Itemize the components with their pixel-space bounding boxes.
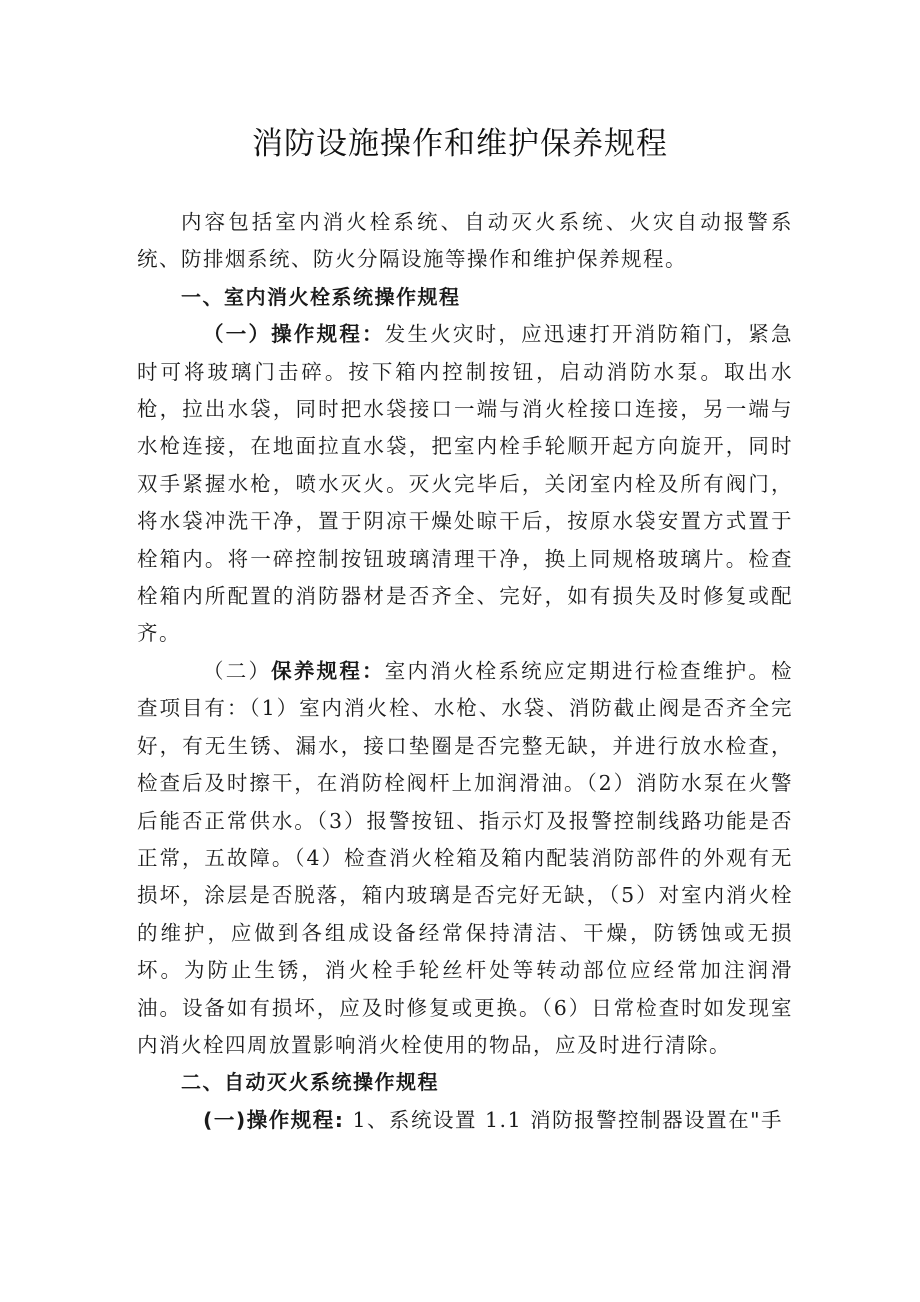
document-body [137,204,793,1139]
section1-maint-prefix: （二） [203,658,272,683]
section1-ops-text: 发生火灾时，应迅速打开消防箱门，紧急时可将玻璃门击碎。按下箱内控制按钮，启动消防水泵。取出水枪，拉出水袋，同时把水袋接口一端与消火栓接口连接，另一端与水枪连接，在地面拉直水袋，把室内栓手轮顺开起方向旋开，同时双手紧握水枪，喷水灭火。灭火完毕后，关闭室内栓及所有阀门，将水袋冲洗干净，置于阴凉干燥处晾干后，按原水袋安置方式置于栓箱内。将一碎控制按钮玻璃清理干净，换上同规格玻璃片。检查栓箱内所配置的消防器材是否齐全、完好，如有损失及时修复或配齐。 [137,322,794,646]
section1-heading: 一、室内消火栓系统操作规程 [181,284,461,309]
section2-ops-paragraph [137,1102,793,1139]
section1-maint-label: 保养规程： [271,658,385,683]
intro-paragraph: 内容包括室内消火栓系统、自动灭火系统、火灾自动报警系统、防排烟系统、防火分隔设施等操作和维护保养规程。 [137,210,793,272]
section2-ops-text: 1、系统设置 1.1 消防报警控制器设置在"手 [344,1107,784,1132]
section1-ops-label: （一）操作规程： [203,322,385,347]
document-title: 消防设施操作和维护保养规程 [252,126,668,162]
section2-ops-label: (一)操作规程: [203,1107,345,1132]
section1-maint-paragraph [137,653,793,1064]
section2-heading: 二、自动灭火系统操作规程 [181,1070,439,1095]
section1-maint-text: 室内消火栓系统应定期进行检查维护。检查项目有：（1）室内消火栓、水枪、水袋、消防截止阀是否齐全完好，有无生锈、漏水，接口垫圈是否完整无缺，并进行放水检查，检查后及时擦干，在消防栓阀杆上加润滑油。（2）消防水泵在火警后能否正常供水。（3）报警按钮、指示灯及报警控制线路功能是否正常，五故障。（4）检查消火栓箱及箱内配装消防部件的外观有无损坏，涂层是否脱落，箱内玻璃是否完好无缺，（5）对室内消火栓的维护，应做到各组成设备经常保持清洁、干燥，防锈蚀或无损坏。为防止生锈，消火栓手轮丝杆处等转动部位应经常加注润滑油。设备如有损坏，应及时修复或更换。（6）日常检查时如发现室内消火栓四周放置影响消火栓使用的物品，应及时进行清除。 [137,658,794,1057]
section1-ops-paragraph [137,316,793,653]
